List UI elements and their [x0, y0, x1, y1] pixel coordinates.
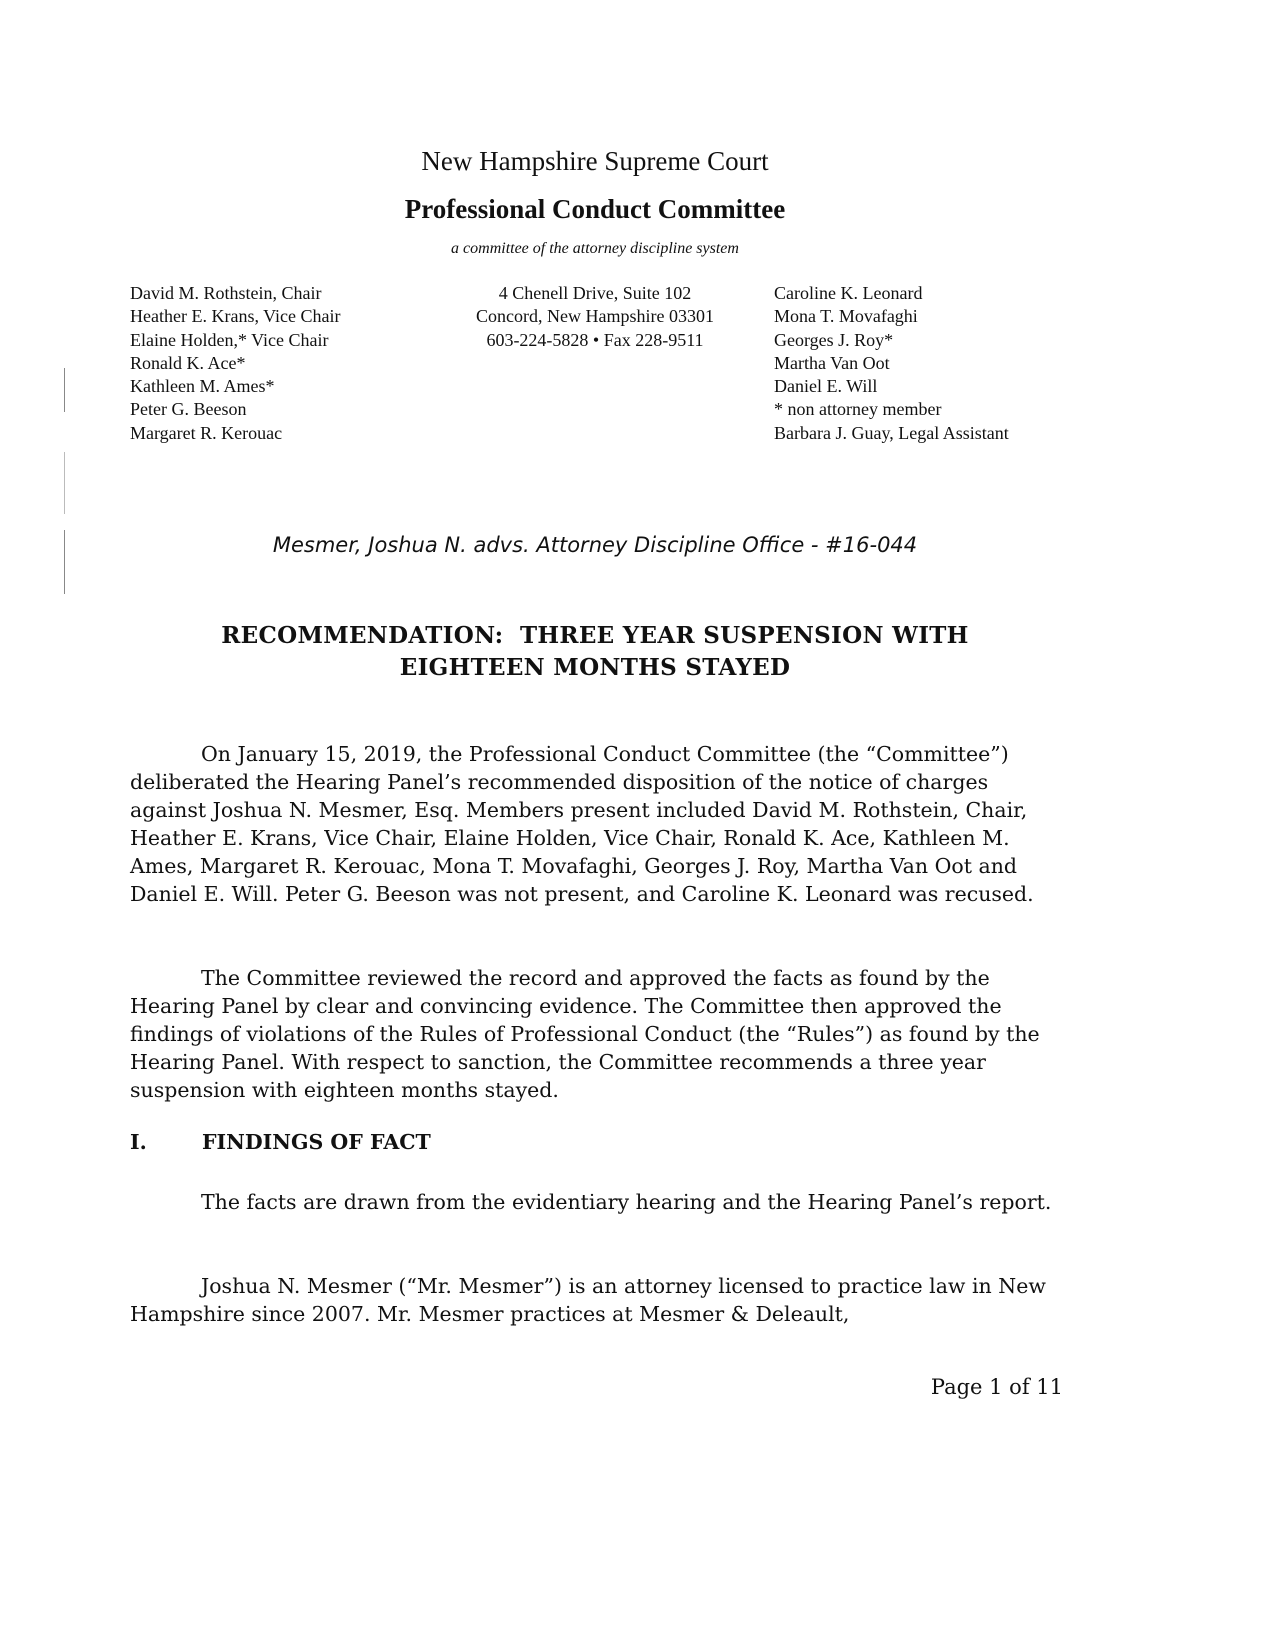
case-caption: Mesmer, Joshua N. advs. Attorney Discipline Office - #16-044	[272, 533, 918, 557]
section-number: I.	[130, 1130, 147, 1154]
roster-member: Elaine Holden,* Vice Chair	[130, 329, 329, 350]
roster-member: Kathleen M. Ames*	[130, 376, 275, 397]
contact-line: 603-224-5828 • Fax 228-9511	[486, 329, 704, 350]
roster-member: Georges J. Roy*	[774, 329, 894, 350]
roster-member: Barbara J. Guay, Legal Assistant	[774, 422, 1009, 443]
roster-right-column	[774, 282, 1009, 445]
roster-member: Daniel E. Will	[774, 376, 878, 397]
scan-margin-mark	[64, 368, 65, 412]
paragraph-intro: On January 15, 2019, the Professional Conduct Committee (the “Committee”) deliberated the Hearing Panel’s recommended disposition of the notice of charges against Joshua N. Mesmer, Esq. Members present included David M. Rothstein, Chair, Heather E. Krans, Vice Chair, Elaine Holden, Vice Chair, Ronald K. Ace, Kathleen M. Ames, Margaret R. Kerouac, Mona T. Movafaghi, Georges J. Roy, Martha Van Oot and Daniel E. Will. Peter G. Beeson was not present, and Caroline K. Leonard was recused.	[130, 742, 1034, 906]
paragraph-review: The Committee reviewed the record and approved the facts as found by the Hearing Panel by clear and convincing evidence. The Committee then approved the findings of violations of the Rules of Professional Conduct (the “Rules”) as found by the Hearing Panel. With respect to sanction, the Committee recommends a three year suspension with eighteen months stayed.	[130, 966, 1040, 1102]
paragraph-respondent: Joshua N. Mesmer (“Mr. Mesmer”) is an attorney licensed to practice law in New Hampshire since 2007. Mr. Mesmer practices at Mesmer & Deleault,	[130, 1274, 1046, 1326]
committee-address	[440, 282, 750, 352]
roster-footnote: * non attorney member	[774, 399, 942, 420]
roster-member: Martha Van Oot	[774, 352, 890, 373]
roster-member: Caroline K. Leonard	[774, 283, 923, 303]
title-line: EIGHTEEN MONTHS STAYED	[399, 654, 791, 681]
court-name: New Hampshire Supreme Court	[421, 146, 769, 176]
document-title	[0, 620, 1190, 684]
address-line: Concord, New Hampshire 03301	[476, 306, 714, 327]
title-line: RECOMMENDATION: THREE YEAR SUSPENSION WITH	[221, 622, 969, 649]
section-title: FINDINGS OF FACT	[202, 1130, 431, 1154]
roster-member: Heather E. Krans, Vice Chair	[130, 306, 341, 327]
committee-name: Professional Conduct Committee	[404, 194, 786, 224]
roster-member: David M. Rothstein, Chair	[130, 283, 322, 303]
roster-member: Margaret R. Kerouac	[130, 422, 283, 443]
roster-member: Peter G. Beeson	[130, 399, 247, 420]
address-line: 4 Chenell Drive, Suite 102	[498, 283, 692, 303]
paragraph-facts-source: The facts are drawn from the evidentiary hearing and the Hearing Panel’s report.	[201, 1190, 1052, 1214]
roster-left-column	[130, 282, 341, 445]
scan-margin-mark	[64, 452, 65, 514]
committee-tagline: a committee of the attorney discipline system	[451, 240, 739, 257]
section-heading	[130, 1130, 431, 1154]
roster-member: Ronald K. Ace*	[130, 352, 246, 373]
page-number: Page 1 of 11	[930, 1375, 1063, 1399]
roster-member: Mona T. Movafaghi	[774, 306, 918, 327]
